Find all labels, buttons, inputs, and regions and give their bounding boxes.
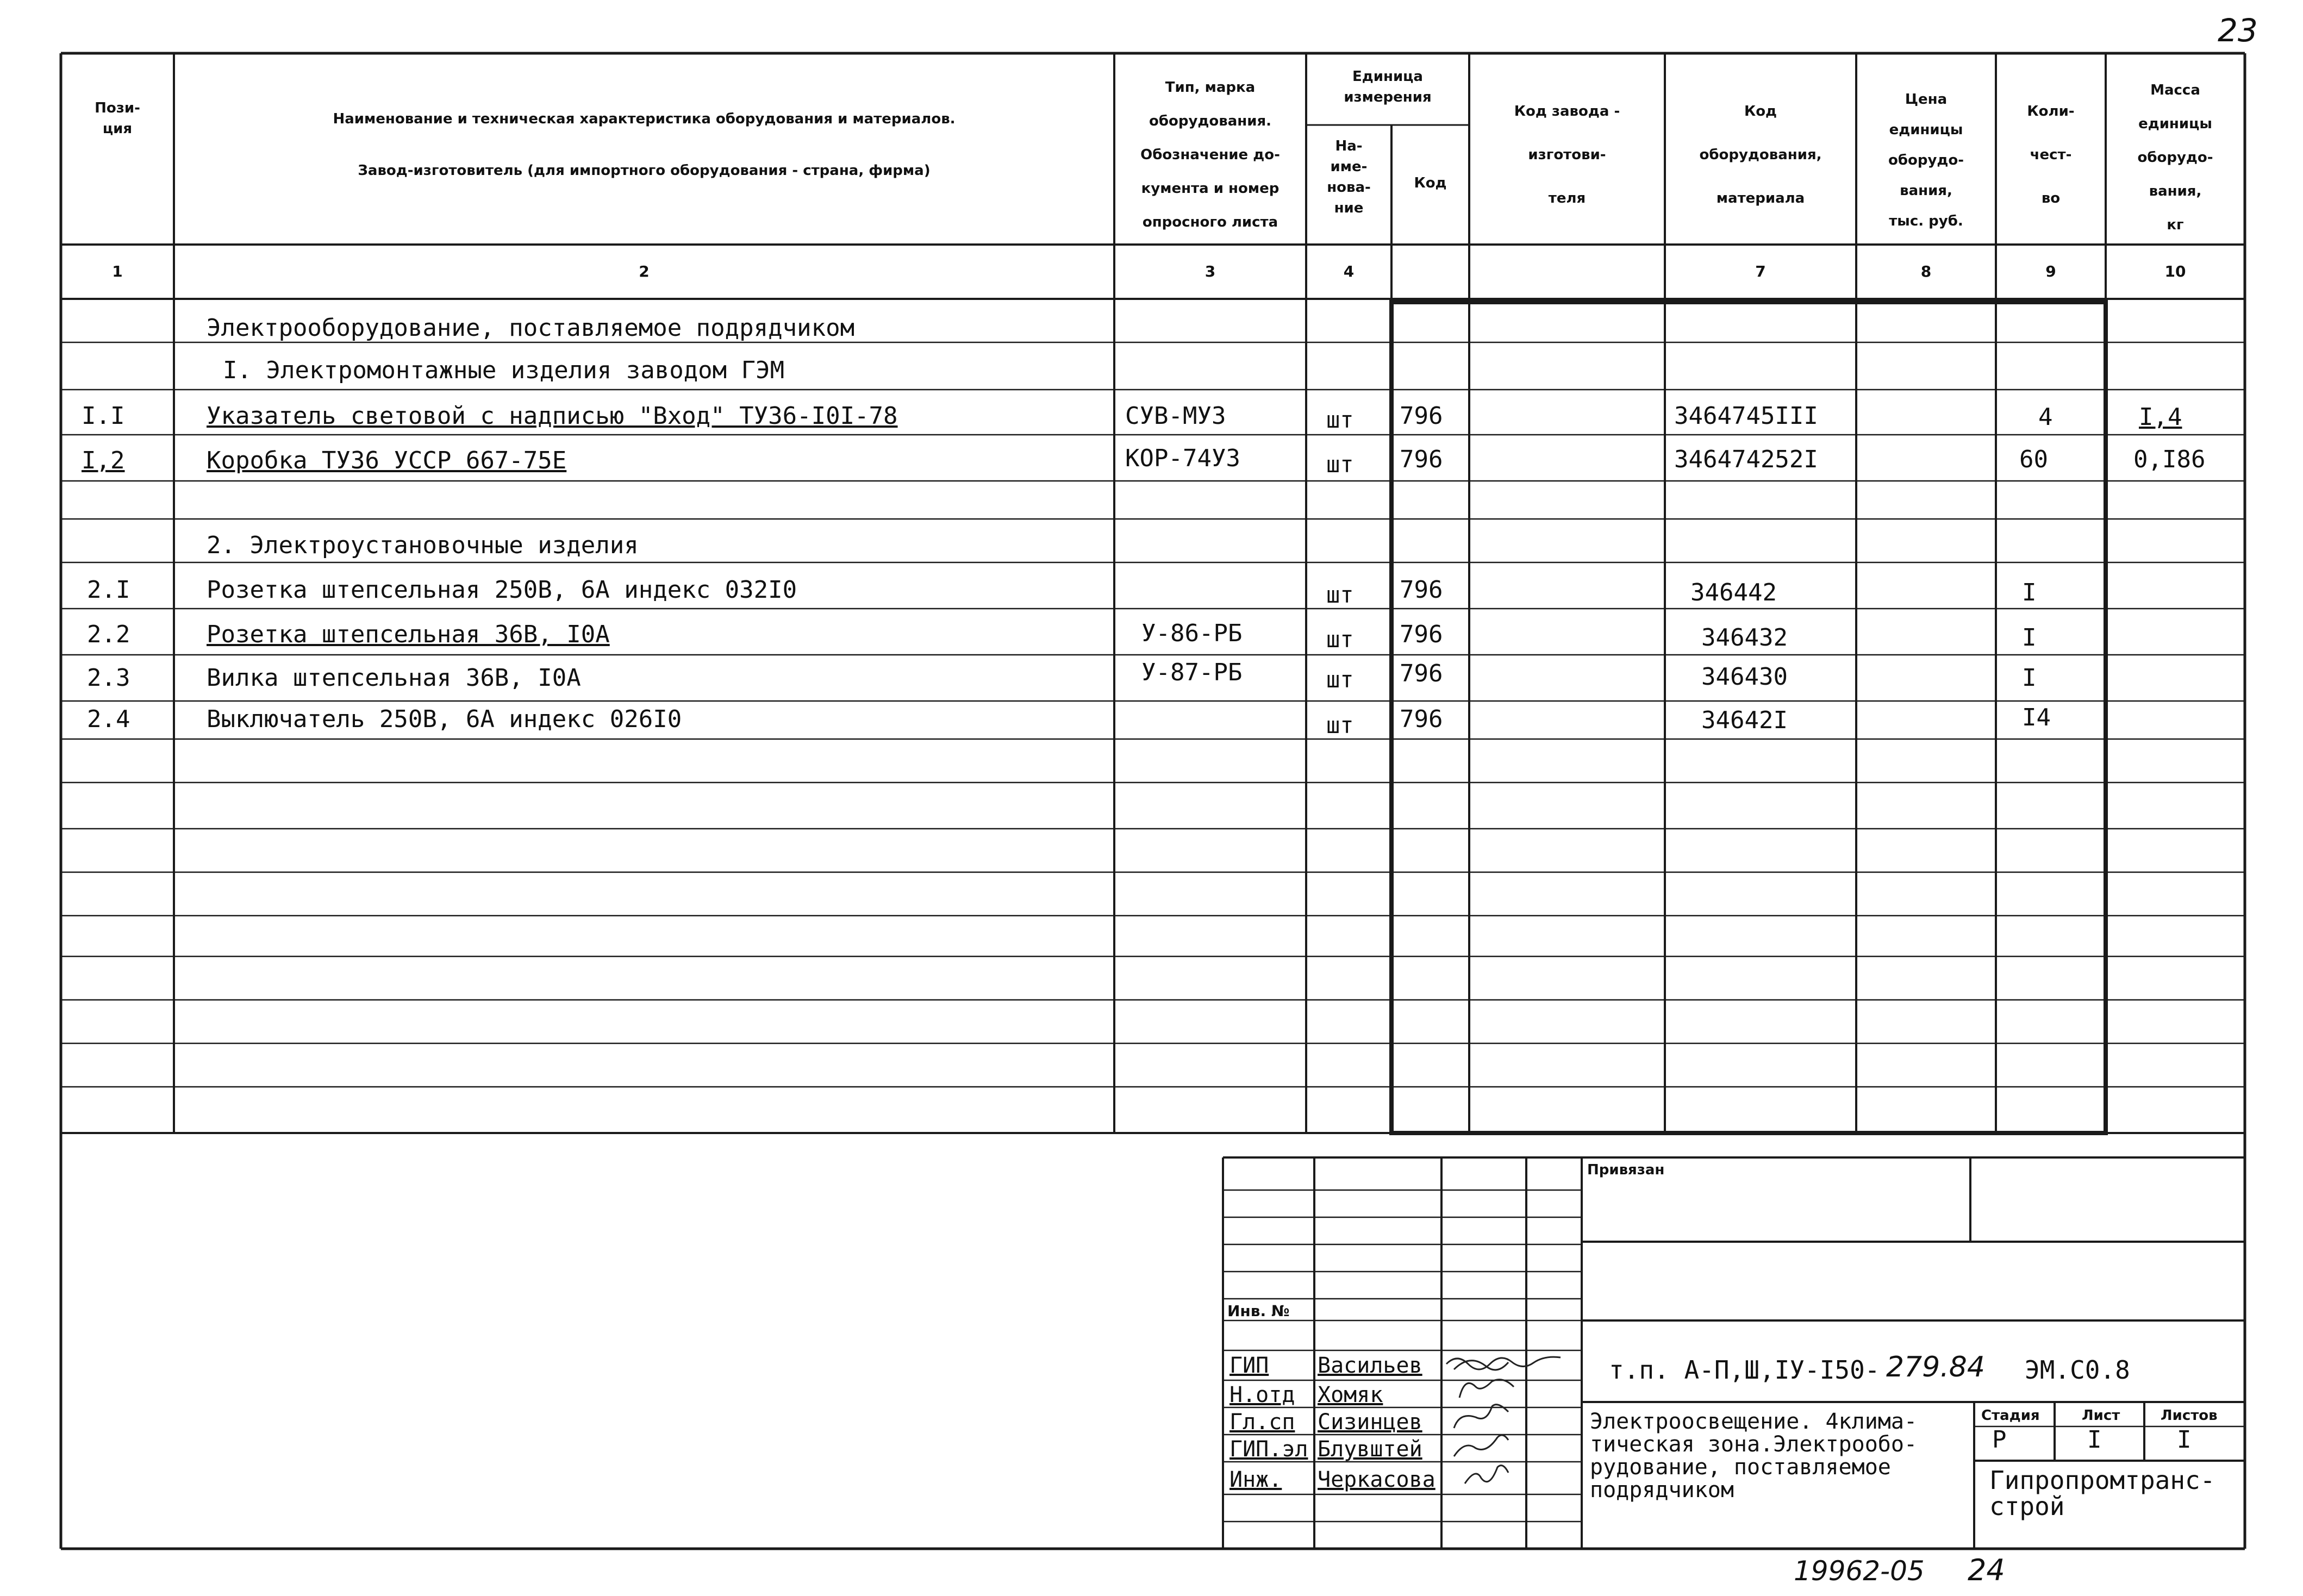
column-number: 10 xyxy=(2164,262,2186,280)
row-position: 2.I xyxy=(87,576,130,604)
row-type: У-86-РБ xyxy=(1141,619,1243,647)
row-unit-code: 796 xyxy=(1400,621,1443,648)
stamp-privyazan: Привязан xyxy=(1587,1162,1665,1178)
row-name: Указатель световой с надписью "Вход" ТУ36-I0I-78 xyxy=(207,402,898,430)
row-equipment-code: 3464745III xyxy=(1674,402,1818,430)
column-number: 7 xyxy=(1755,262,1766,280)
signature-icon xyxy=(1443,1348,1574,1511)
header-unit-name: На- име- нова- ние xyxy=(1327,138,1371,216)
row-unit-code: 796 xyxy=(1400,660,1443,687)
row-name: Розетка штепсельная 250В, 6А индекс 032I0 xyxy=(207,576,797,604)
row-unit-code: 796 xyxy=(1400,402,1443,430)
staff-role: ГИП.эл xyxy=(1229,1437,1308,1462)
staff-role: Гл.сп xyxy=(1229,1410,1295,1435)
column-number: 9 xyxy=(2045,262,2056,280)
section-title: Электрооборудование, поставляемое подрядчиком xyxy=(207,314,855,342)
header-name-line2: Завод-изготовитель (для импортного оборудования - страна, фирма) xyxy=(358,162,931,179)
stage-label: Стадия xyxy=(1981,1407,2040,1424)
row-unit: шт xyxy=(1326,451,1354,478)
group-heading: 2. Электроустановочные изделия xyxy=(207,531,639,559)
bottom-code: 19962-05 xyxy=(1794,1555,1925,1587)
row-unit: шт xyxy=(1326,581,1354,608)
sheet-label: Лист xyxy=(2082,1407,2120,1424)
row-name: Выключатель 250В, 6А индекс 026I0 xyxy=(207,705,682,733)
row-unit: шт xyxy=(1326,712,1354,738)
row-mass: I,4 xyxy=(2139,403,2182,431)
column-number: 4 xyxy=(1343,262,1355,280)
group-heading: I. Электромонтажные изделия заводом ГЭМ xyxy=(223,356,785,384)
header-quantity: Коли- чест- во xyxy=(2027,103,2075,206)
stage-value: Р xyxy=(1992,1426,2007,1454)
row-unit-code: 796 xyxy=(1400,446,1443,473)
column-number: 2 xyxy=(639,262,650,280)
row-quantity: I4 xyxy=(2022,704,2051,731)
row-position: I.I xyxy=(82,402,125,430)
row-unit-code: 796 xyxy=(1400,576,1443,604)
row-mass: 0,I86 xyxy=(2133,446,2206,473)
row-unit: шт xyxy=(1326,666,1354,693)
staff-name: Васильев xyxy=(1318,1353,1422,1378)
header-factory-code: Код завода - изготови- теля xyxy=(1514,103,1620,206)
stamp-inv-number: Инв. № xyxy=(1227,1302,1290,1320)
header-name-line1: Наименование и техническая характеристика оборудования и материалов. xyxy=(333,111,956,127)
header-mass: Масса единицы оборудо- вания, кг xyxy=(2137,82,2213,233)
row-position: I,2 xyxy=(82,447,125,474)
row-quantity: I xyxy=(2022,664,2037,692)
row-quantity: 4 xyxy=(2038,403,2053,431)
row-equipment-code: 34642I xyxy=(1701,706,1788,734)
staff-name: Блувштей xyxy=(1318,1437,1422,1462)
doc-code-hand: 279.84 xyxy=(1886,1351,1985,1384)
row-equipment-code: 346432 xyxy=(1701,624,1788,652)
header-type: Тип, марка оборудования. Обозначение до- кумента и номер опросного листа xyxy=(1140,79,1280,230)
page-number: 23 xyxy=(2218,12,2258,49)
staff-role: ГИП xyxy=(1229,1353,1269,1378)
row-name: Коробка ТУ36 УССР 667-75Е xyxy=(207,447,567,474)
header-unit: Единица измерения xyxy=(1344,68,1432,105)
staff-role: Инж. xyxy=(1229,1467,1282,1492)
row-position: 2.2 xyxy=(87,621,130,648)
row-name: Вилка штепсельная 36В, I0А xyxy=(207,664,581,692)
sheets-label: Листов xyxy=(2161,1407,2218,1424)
row-equipment-code: 346430 xyxy=(1701,663,1788,691)
header-unit-code: Код xyxy=(1414,175,1447,191)
sheet-value: I xyxy=(2087,1426,2102,1454)
header-position: Пози- ция xyxy=(95,100,140,137)
organization: Гипропромтранс- строй xyxy=(1989,1466,2215,1521)
sheets-value: I xyxy=(2177,1426,2192,1454)
row-name: Розетка штепсельная 36В, I0А xyxy=(207,621,610,648)
bottom-number: 24 xyxy=(1968,1553,2005,1587)
staff-name: Сизинцев xyxy=(1318,1410,1422,1435)
column-number: 1 xyxy=(112,262,123,280)
row-unit: шт xyxy=(1326,406,1354,433)
staff-role: Н.отд xyxy=(1229,1382,1295,1407)
header-equipment-code: Код оборудования, материала xyxy=(1699,103,1822,206)
staff-name: Черкасова xyxy=(1318,1467,1436,1492)
row-quantity: I xyxy=(2022,624,2037,652)
row-position: 2.4 xyxy=(87,705,130,733)
row-quantity: I xyxy=(2022,579,2037,606)
doc-mark: ЭМ.С0.8 xyxy=(2025,1355,2130,1385)
column-number: 3 xyxy=(1204,262,1216,280)
header-price: Цена единицы оборудо- вания, тыс. руб. xyxy=(1888,91,1964,229)
column-number: 8 xyxy=(1920,262,1932,280)
row-type: СУВ-МУЗ xyxy=(1125,402,1226,430)
row-quantity: 60 xyxy=(2019,446,2048,473)
row-type: У-87-РБ xyxy=(1141,659,1243,686)
doc-code-prefix: т.п. А-П,Ш,IУ-I50- xyxy=(1609,1355,1880,1385)
staff-name: Хомяк xyxy=(1318,1382,1383,1407)
row-equipment-code: 346474252I xyxy=(1674,446,1818,473)
row-unit: шт xyxy=(1326,626,1354,653)
row-position: 2.3 xyxy=(87,664,130,692)
doc-description: Электроосвещение. 4клима- тическая зона.Электрообо- рудование, поставляемое подрядчиком xyxy=(1590,1409,1918,1503)
row-type: КОР-74УЗ xyxy=(1125,445,1240,472)
row-equipment-code: 346442 xyxy=(1690,579,1777,606)
row-unit-code: 796 xyxy=(1400,705,1443,733)
